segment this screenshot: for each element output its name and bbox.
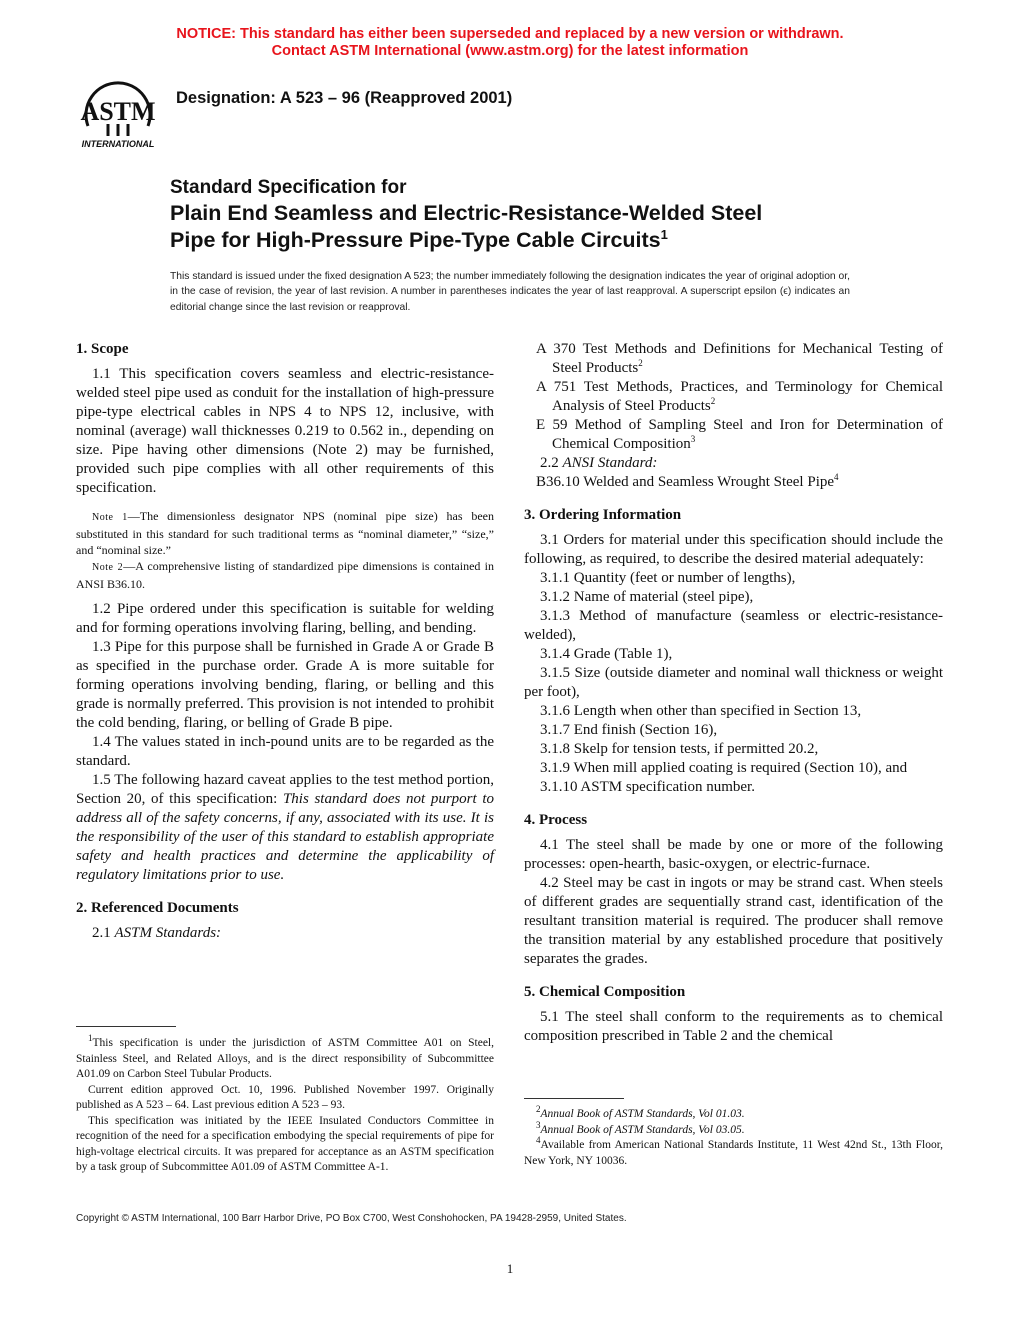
list-item: 3.1.7 End finish (Section 16), [540,722,718,738]
astm-logo [74,74,162,150]
note-2-text: —A comprehensive listing of standardized pipe dimensions is contained in ANSI B36.10. [76,559,494,591]
footnote-1-mark: 1 [88,1033,93,1044]
para-1-4: 1.4 The values stated in inch-pound units are to be regarded as the standard. [76,734,494,769]
logo-subtext: INTERNATIONAL [81,139,155,149]
para-2-1-title: ASTM Standards: [114,925,222,941]
para-2-1-num: 2.1 [92,925,115,941]
footnote-2 [524,1104,943,1123]
left-column [76,340,494,943]
list-item: 3.1.9 When mill applied coating is required (Section 10), and [540,760,908,776]
safety-caveat: This standard does not purport to address all of the safety concerns, if any, associated with its use. It is the responsibility of the user of this standard to establish appropriate safety and health practices and determine the applicability of regulatory limitations prior to use. [76,791,494,883]
notice-line-2: Contact ASTM International (www.astm.org) for the latest information [271,43,749,59]
para-2-1 [76,924,494,943]
para-2-2-title: ANSI Standard: [562,455,658,471]
ref-e59 [524,416,943,454]
footnote-1-origin: This specification was initiated by the IEEE Insulated Conductors Committee in recognition of the need for a specification embodying the special requirements of pipe for high-voltage electrical circuits. It was prepared for acceptance as an ASTM specification by a task group of Subcommittee A01.09 of ASTM Committee A-1. [76,1114,494,1173]
title-line-1: Standard Specification for [170,177,407,198]
ref-a751 [524,378,943,416]
para-1-1: 1.1 This specification covers seamless and electric-resistance-welded steel pipe used as conduit for the installation of high-pressure pipe-type electrical cables in NPS 4 to NPS 12, inclusive, with nominal (average) wall thicknesses 0.219 to 0.562 in., depending on size. Pipe having other dimensions (Note 2) may be furnished, provided such pipe complies with all other requirements of this specification. [76,366,494,496]
para-2-2 [524,454,943,473]
left-footnotes [76,1026,494,1176]
footnote-4 [524,1135,943,1169]
ref-a751-mark: 2 [710,396,716,406]
section-5-heading: 5. Chemical Composition [524,984,686,1000]
list-item: 3.1.2 Name of material (steel pipe), [540,589,754,605]
page-number: 1 [506,1261,514,1276]
footnote-3-text: Annual Book of ASTM Standards, Vol 03.05. [540,1123,745,1136]
footnote-4-mark: 4 [536,1135,541,1146]
footnote-1-edition: Current edition approved Oct. 10, 1996. Published November 1997. Originally published as A 523 – 64. Last previous edition A 523 – 93. [76,1083,494,1111]
para-4-1: 4.1 The steel shall be made by one or more of the following processes: open-hearth, basic-oxygen, or electric-furnace. [524,837,943,872]
designation: Designation: A 523 – 96 (Reapproved 2001) [176,89,513,107]
note-2-label: Note 2 [92,562,124,573]
title-line-3-text: Pipe for High-Pressure Pipe-Type Cable Circuits [170,228,661,252]
ref-b36-mark: 4 [834,472,839,482]
list-item: 3.1.8 Skelp for tension tests, if permitted 20.2, [540,741,819,757]
copyright-line: Copyright © ASTM International, 100 Barr Harbor Drive, PO Box C700, West Conshohocken, PA 19428-2959, United States. [76,1213,627,1224]
footnote-3-mark: 3 [536,1119,541,1130]
list-item: 3.1.6 Length when other than specified in Section 13, [540,703,862,719]
para-2-2-num: 2.2 [540,455,563,471]
para-1-2: 1.2 Pipe ordered under this specification is suitable for welding and for forming operations involving flaring, belling, and bending. [76,601,494,636]
ref-a370-text: A 370 Test Methods and Definitions for Mechanical Testing of Steel Products [536,341,943,376]
logo-text: ASTM [80,97,156,126]
para-5-1: 5.1 The steel shall conform to the requirements as to chemical composition prescribed in Table 2 and the chemical [524,1009,943,1044]
issuance-note: This standard is issued under the fixed designation A 523; the number immediately following the designation indicates the year of original adoption or, in the case of revision, the year of last revision. A number in parentheses indicates the year of last reapproval. A superscript epsilon (ϵ) indicates an editorial change since the last revision or reapproval. [170,271,850,313]
ref-e59-mark: 3 [690,434,696,444]
footnote-2-mark: 2 [536,1104,541,1115]
note-2 [76,558,494,592]
title-line-3 [170,227,930,254]
ref-a751-text: A 751 Test Methods, Practices, and Terminology for Chemical Analysis of Steel Products [536,379,943,414]
list-item: 3.1.10 ASTM specification number. [540,779,755,795]
right-footnotes [524,1098,943,1169]
footnote-1-text: This specification is under the jurisdiction of ASTM Committee A01 on Steel, Stainless Steel, and Related Alloys, and is the direct responsibility of Subcommittee A01.09 on Carbon Steel Tubular Products. [76,1037,494,1080]
footnote-2-text: Annual Book of ASTM Standards, Vol 01.03. [540,1108,745,1120]
note-1-text: —The dimensionless designator NPS (nominal pipe size) has been substituted in this standard for such traditional terms as “nominal diameter,” “size,” and “nominal size.” [76,509,494,557]
footnote-4-text: Available from American National Standards Institute, 11 West 42nd St., 13th Floor, New York, NY 10036. [524,1139,943,1167]
para-4-2: 4.2 Steel may be cast in ingots or may be strand cast. When steels of different grades are sequentially strand cast, identification of the resultant transition material is required. The producer shall remove the transition material by any established procedure that positively separates the grades. [524,875,943,967]
ref-b36 [524,473,943,492]
list-item: 3.1.1 Quantity (feet or number of lengths), [540,570,796,586]
footnote-3 [524,1119,943,1139]
ref-e59-text: E 59 Method of Sampling Steel and Iron for Determination of Chemical Composition [536,417,943,452]
withdrawal-notice [0,26,1020,60]
document-title [170,175,930,254]
right-column [524,340,943,1046]
note-1 [76,508,494,558]
title-line-2: Plain End Seamless and Electric-Resistance-Welded Steel [170,201,763,225]
notice-line-1: NOTICE: This standard has either been superseded and replaced by a new version or withdrawn. [176,26,844,42]
para-1-5-text: 1.5 The following hazard caveat applies to the test method portion, Section 20, of this specification: [76,772,494,807]
para-3-1: 3.1 Orders for material under this specification should include the following, as required, to describe the desired material adequately: [524,532,943,567]
list-item: 3.1.4 Grade (Table 1), [540,646,673,662]
section-1-heading: 1. Scope [76,341,129,357]
ref-b36-text: B36.10 Welded and Seamless Wrought Steel Pipe [536,474,835,490]
section-4-heading: 4. Process [524,812,588,828]
section-2-heading: 2. Referenced Documents [76,900,239,916]
section-3-heading: 3. Ordering Information [524,507,682,523]
ref-a370-mark: 2 [638,358,643,368]
para-1-5 [76,771,494,885]
list-item: 3.1.3 Method of manufacture (seamless or electric-resistance-welded), [524,608,943,643]
note-1-label: Note 1 [92,512,128,523]
list-item: 3.1.5 Size (outside diameter and nominal wall thickness or weight per foot), [524,665,943,700]
para-1-3: 1.3 Pipe for this purpose shall be furnished in Grade A or Grade B as specified in the purchase order. Grade A is more suitable for forming operations involving bending, flaring, or belling and this grade is normally preferred. This provision is not intended to prohibit the cold bending, flaring, or belling of Grade B pipe. [76,639,494,731]
footnote-1 [76,1033,494,1083]
title-footnote-mark: 1 [660,226,668,242]
ref-a370 [524,340,943,378]
